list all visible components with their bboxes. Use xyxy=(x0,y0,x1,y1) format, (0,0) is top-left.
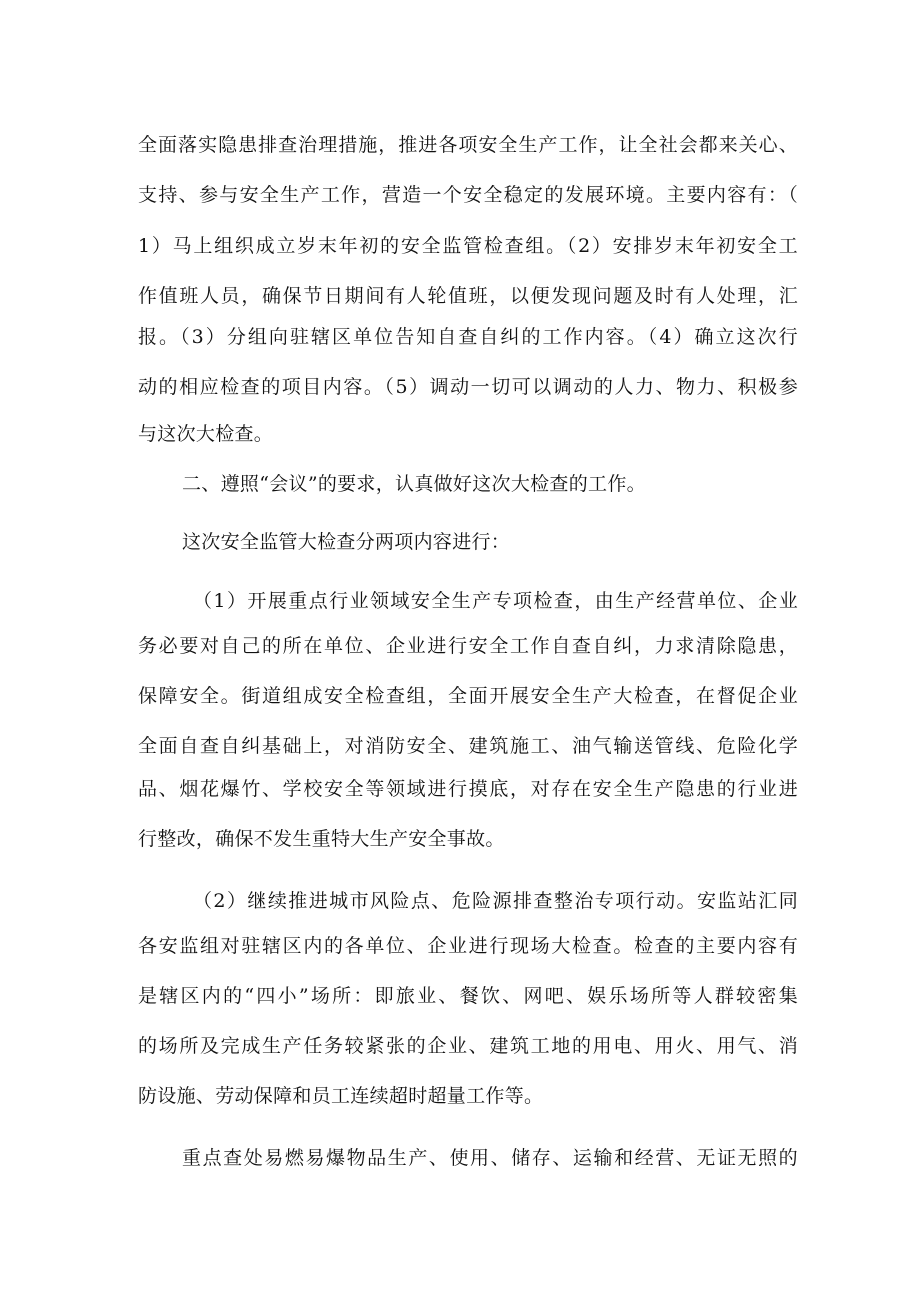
text-line: 动的相应检查的项目内容。（5）调动一切可以调动的人力、物力、积极参 xyxy=(138,376,798,398)
text-line: 全面落实隐患排查治理措施，推进各项安全生产工作，让全社会都来关心、 xyxy=(138,134,798,156)
text-line: 的场所及完成生产任务较紧张的企业、建筑工地的用电、用火、用气、消 xyxy=(138,1035,798,1057)
paragraph-intro: 这次安全监管大检查分两项内容进行： xyxy=(182,531,511,553)
text-line: 1）马上组织成立岁末年初的安全监管检查组。（2）安排岁末年初安全工 xyxy=(138,235,798,257)
text-line: 行整改，确保不发生重特大生产安全事故。 xyxy=(138,828,505,850)
text-line: 全面自查自纠基础上，对消防安全、建筑施工、油气输送管线、危险化学 xyxy=(138,735,798,757)
text-line: 作值班人员，确保节日期间有人轮值班，以便发现问题及时有人处理，汇 xyxy=(138,285,798,307)
text-line: 保障安全。街道组成安全检查组，全面开展安全生产大检查，在督促企业 xyxy=(138,685,798,707)
text-line: 各安监组对驻辖区内的各单位、企业进行现场大检查。检查的主要内容有 xyxy=(138,935,798,957)
section-heading: 二、遵照“会议”的要求，认真做好这次大检查的工作。 xyxy=(182,473,646,495)
text-line: 支持、参与安全生产工作，营造一个安全稳定的发展环境。主要内容有：（ xyxy=(138,184,798,206)
text-line: 防设施、劳动保障和员工连续超时超量工作等。 xyxy=(138,1085,544,1107)
text-line: 务必要对自己的所在单位、企业进行安全工作自查自纠，力求清除隐患， xyxy=(138,635,798,657)
text-line: 重点查处易燃易爆物品生产、使用、储存、运输和经营、无证无照的 xyxy=(182,1147,798,1169)
text-line: 品、烟花爆竹、学校安全等领域进行摸底，对存在安全生产隐患的行业进 xyxy=(138,778,798,800)
text-line: 报。（3）分组向驻辖区单位告知自查自纠的工作内容。（4）确立这次行 xyxy=(138,326,798,348)
text-line: （1）开展重点行业领域安全生产专项检查，由生产经营单位、企业 xyxy=(193,590,798,612)
text-line: 是辖区内的“四小”场所：即旅业、餐饮、网吧、娱乐场所等人群较密集 xyxy=(138,985,798,1007)
text-line: （2）继续推进城市风险点、危险源排查整治专项行动。安监站汇同 xyxy=(193,890,798,912)
text-line: 与这次大检查。 xyxy=(138,423,274,445)
